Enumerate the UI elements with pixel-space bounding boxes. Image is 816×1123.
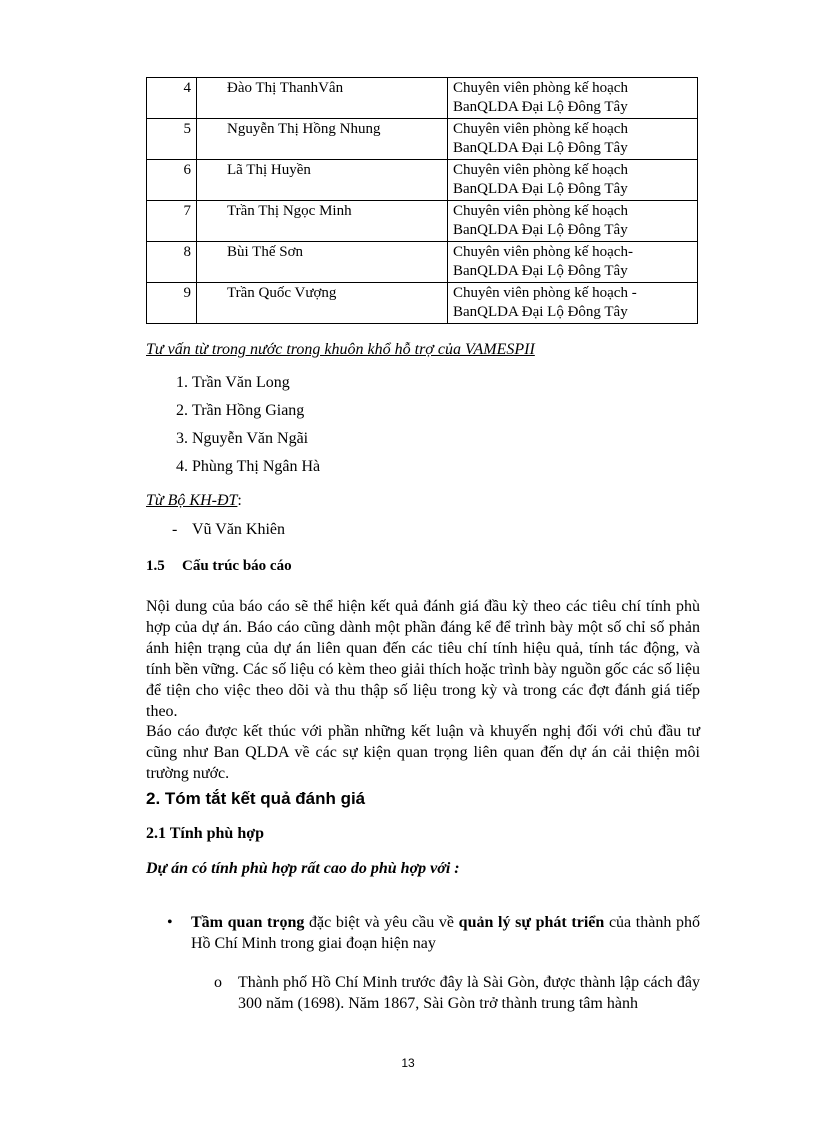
role-line-2: BanQLDA Đại Lộ Đông Tây: [453, 181, 628, 197]
role-line-1: Chuyên viên phòng kế hoạch: [453, 203, 628, 219]
staff-role: [448, 119, 698, 160]
role-line-2: BanQLDA Đại Lộ Đông Tây: [453, 263, 628, 279]
staff-role: [448, 283, 698, 324]
staff-table-body: [147, 78, 698, 324]
ministry-list-item: [172, 521, 285, 539]
role-line-1: Chuyên viên phòng kế hoạch: [453, 80, 628, 96]
row-number: 4: [147, 78, 197, 119]
role-line-1: Chuyên viên phòng kế hoạch: [453, 162, 628, 178]
role-line-2: BanQLDA Đại Lộ Đông Tây: [453, 304, 628, 320]
dash-marker: -: [172, 521, 178, 538]
section-title: Cấu trúc báo cáo: [182, 558, 292, 574]
staff-role: [448, 78, 698, 119]
table-row: [147, 283, 698, 324]
table-row: [147, 119, 698, 160]
section-1-5-paragraph-1: Nội dung của báo cáo sẽ thể hiện kết quả đánh giá đầu kỳ theo các tiêu chí tính phù hợp của dự án. Báo cáo cũng dành một phần đáng kể để trình bày một số chỉ số phản ánh hiện trạng của dự án liên quan đến các tiêu chí tính hiệu quả, tính tác động, và tính bền vững. Các số liệu có kèm theo giải thích hoặc trình bày nguồn gốc các số liệu để tiện cho việc theo dõi và thu thập số liệu trong kỳ và trong các đợt đánh giá tiếp theo.: [146, 598, 700, 720]
ministry-person: Vũ Văn Khiên: [192, 521, 286, 538]
staff-role: [448, 242, 698, 283]
row-number: 6: [147, 160, 197, 201]
section-number: 1.5: [146, 558, 165, 574]
bold-phrase: quản lý sự phát triển: [458, 914, 605, 931]
bullet-text: [191, 912, 700, 954]
table-row: [147, 242, 698, 283]
list-item: 1. Trần Văn Long: [192, 369, 320, 397]
section-1-5-paragraph-2: Báo cáo được kết thúc với phần những kết luận và khuyến nghị đối với chủ đầu tư cũng như Ban QLDA về các sự kiện quan trọng liên quan đến dự án cải thiện môi trường nước.: [146, 723, 700, 782]
row-number: 8: [147, 242, 197, 283]
relevance-lead: Dự án có tính phù hợp rất cao do phù hợp với :: [146, 860, 460, 877]
text-run: của thành phố Hồ Chí Minh trong giai đoạn hiện nay: [191, 914, 701, 952]
sub-bullet-text: Thành phố Hồ Chí Minh trước đây là Sài Gòn, được thành lập cách đây 300 năm (1698). Năm 1867, Sài Gòn trở thành trung tâm hành: [238, 974, 700, 1012]
staff-name: Trần Thị Ngọc Minh: [197, 201, 448, 242]
sub-bullet-item: [214, 972, 700, 1014]
list-item: 2. Trần Hồng Giang: [192, 397, 320, 425]
section-2-1-heading: 2.1 Tính phù hợp: [146, 825, 264, 842]
role-line-1: Chuyên viên phòng kế hoạch-: [453, 244, 633, 260]
table-row: [147, 160, 698, 201]
section-2-heading: 2. Tóm tắt kết quả đánh giá: [146, 789, 366, 808]
staff-name: Bùi Thế Sơn: [197, 242, 448, 283]
table-row: [147, 201, 698, 242]
bullet-item: [167, 912, 700, 954]
ministry-heading-colon: :: [237, 492, 242, 509]
staff-role: [448, 201, 698, 242]
role-line-2: BanQLDA Đại Lộ Đông Tây: [453, 222, 628, 238]
row-number: 7: [147, 201, 197, 242]
staff-name: Lã Thị Huyền: [197, 160, 448, 201]
bullet-marker: •: [167, 914, 173, 931]
staff-table: [146, 77, 698, 324]
sub-bullet-marker: o: [214, 974, 222, 991]
staff-name: Trần Quốc Vượng: [197, 283, 448, 324]
role-line-2: BanQLDA Đại Lộ Đông Tây: [453, 140, 628, 156]
list-item: 4. Phùng Thị Ngân Hà: [192, 453, 320, 481]
text-run: đặc biệt và yêu cầu về: [304, 914, 459, 931]
bold-phrase: Tầm quan trọng: [191, 914, 305, 931]
staff-role: [448, 160, 698, 201]
ministry-heading-line: [146, 492, 242, 510]
staff-name: Nguyễn Thị Hồng Nhung: [197, 119, 448, 160]
domestic-advisors-heading: Tư vấn từ trong nước trong khuôn khổ hỗ trợ của VAMESPII: [146, 341, 535, 358]
row-number: 9: [147, 283, 197, 324]
staff-name: Đào Thị ThanhVân: [197, 78, 448, 119]
page-number: 13: [401, 1056, 415, 1070]
section-1-5-heading: [146, 558, 292, 575]
domestic-advisors-list: [146, 369, 320, 481]
list-item: 3. Nguyễn Văn Ngãi: [192, 425, 320, 453]
row-number: 5: [147, 119, 197, 160]
role-line-1: Chuyên viên phòng kế hoạch -: [453, 285, 637, 301]
ministry-heading: Từ Bộ KH-ĐT: [146, 492, 238, 509]
role-line-1: Chuyên viên phòng kế hoạch: [453, 121, 628, 137]
table-row: [147, 78, 698, 119]
role-line-2: BanQLDA Đại Lộ Đông Tây: [453, 99, 628, 115]
